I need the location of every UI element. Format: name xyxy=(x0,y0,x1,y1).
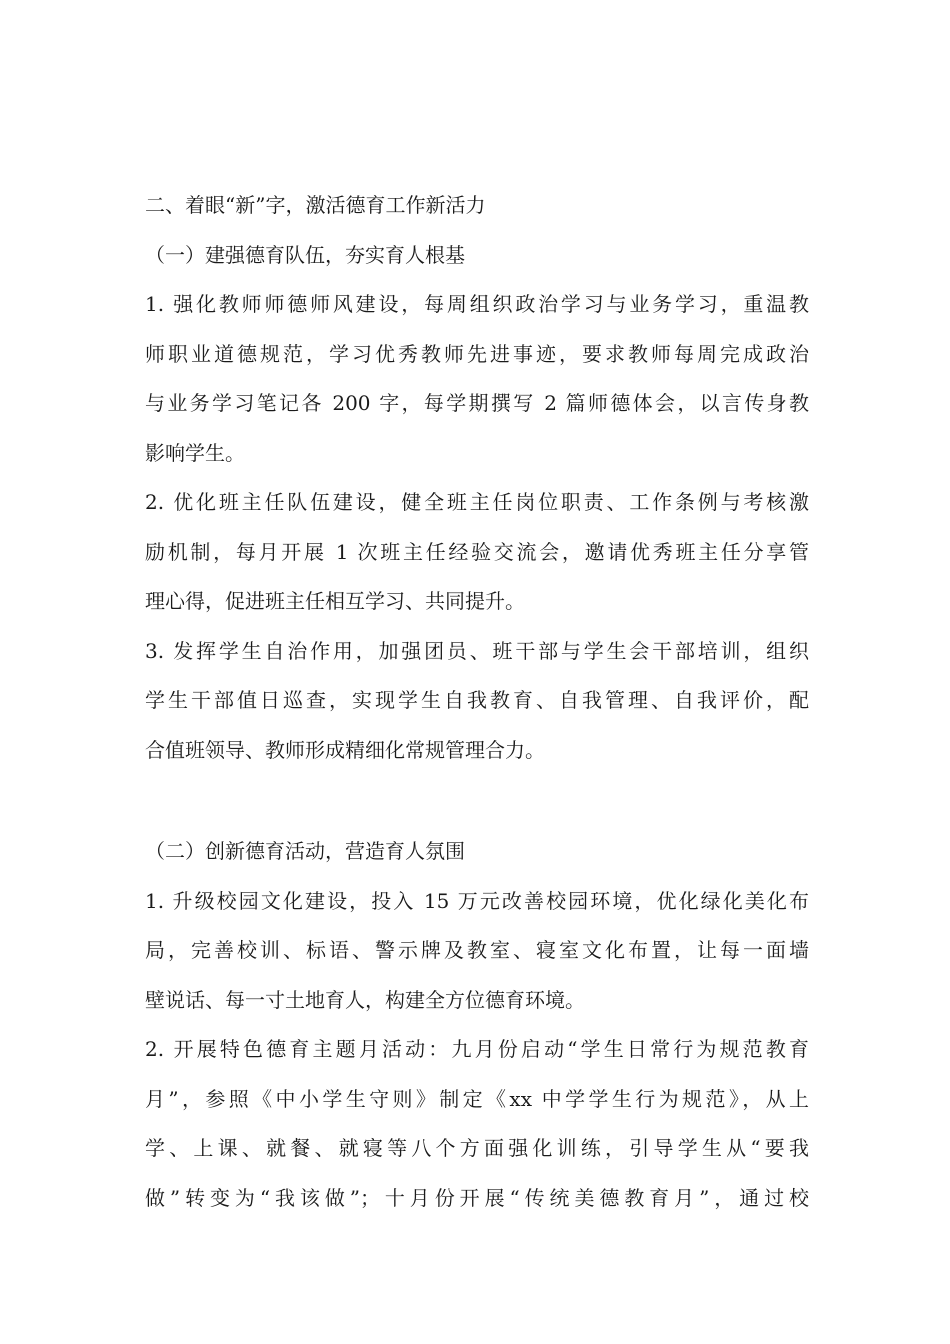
paragraph-2-2 xyxy=(145,1025,809,1223)
paragraph-line: 理心得，促进班主任相互学习、共同提升。 xyxy=(145,589,525,613)
paragraph-line: 局，完善校训、标语、警示牌及教室、寝室文化布置，让每一面墙 xyxy=(145,938,809,962)
paragraph-line: 月”，参照《中小学生守则》制定《xx 中学学生行为规范》，从上 xyxy=(145,1086,809,1111)
paragraph-1-1 xyxy=(145,280,809,478)
paragraph-line: 1. 升级校园文化建设，投入 15 万元改善校园环境，优化绿化美化布 xyxy=(145,888,809,913)
paragraph-line: 与业务学习笔记各 200 字，每学期撰写 2 篇师德体会，以言传身教 xyxy=(145,391,809,415)
paragraph-line: 学、上课、就餐、就寝等八个方面强化训练，引导学生从“要我 xyxy=(145,1136,809,1160)
paragraph-line: 2. 优化班主任队伍建设，健全班主任岗位职责、工作条例与考核激 xyxy=(145,490,809,514)
section-heading: 二、着眼“新”字，激活德育工作新活力 xyxy=(145,193,486,217)
blank-line xyxy=(145,775,809,827)
paragraph-1-2 xyxy=(145,478,809,627)
paragraph-line: 1. 强化教师师德师风建设，每周组织政治学习与业务学习，重温教 xyxy=(145,292,809,316)
paragraph-line: 壁说话、每一寸土地育人，构建全方位德育环境。 xyxy=(145,987,585,1012)
paragraph-line: 影响学生。 xyxy=(145,440,245,465)
paragraph-line: 师职业道德规范，学习优秀教师先进事迹，要求教师每周完成政治 xyxy=(145,341,809,366)
paragraph-line: 励机制，每月开展 1 次班主任经验交流会，邀请优秀班主任分享管 xyxy=(145,539,809,564)
paragraph-line: 2. 开展特色德育主题月活动：九月份启动“学生日常行为规范教育 xyxy=(145,1037,809,1061)
paragraph-line: 合值班领导、教师形成精细化常规管理合力。 xyxy=(145,737,545,762)
paragraph-line: 做”转变为“我该做”；十月份开展“传统美德教育月”，通过校 xyxy=(145,1185,809,1210)
subsection-title-2: （二）创新德育活动，营造育人氛围 xyxy=(145,839,465,863)
paragraph-line: 3. 发挥学生自治作用，加强团员、班干部与学生会干部培训，组织 xyxy=(145,638,809,663)
paragraph-line: 学生干部值日巡查，实现学生自我教育、自我管理、自我评价，配 xyxy=(145,688,809,712)
paragraph-1-3 xyxy=(145,627,809,776)
paragraph-2-1 xyxy=(145,877,809,1026)
document-body xyxy=(145,181,809,1223)
subsection-title-1: （一）建强德育队伍，夯实育人根基 xyxy=(145,242,465,267)
